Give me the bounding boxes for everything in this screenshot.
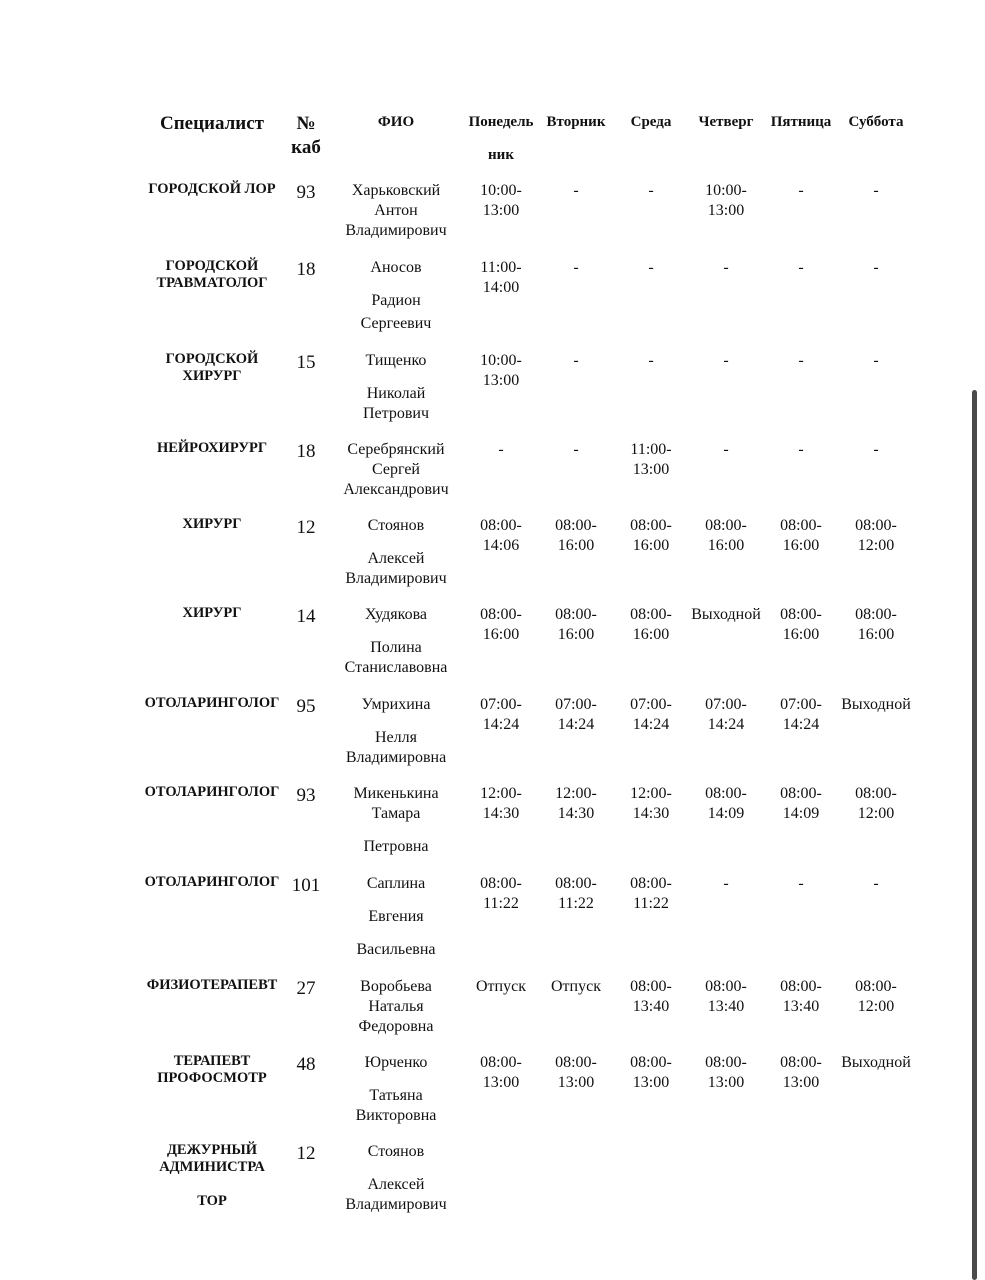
cabinet-number: 95 (296, 696, 316, 717)
header-monday: Понедель (468, 114, 534, 130)
day-cell-mon: 11:00- (480, 259, 522, 276)
day-cell-mon: Отпуск (476, 978, 526, 995)
fio-line: Петрович (362, 405, 429, 422)
fio-line: Владимировна (345, 749, 447, 766)
day-cell-wed: 14:30 (632, 805, 670, 822)
cabinet-number: 12 (296, 517, 316, 538)
day-cell-fri: 08:00- (780, 785, 822, 802)
day-cell-thu: - (723, 352, 729, 369)
fio-line: Владимирович (345, 570, 447, 587)
day-cell-fri: 08:00- (780, 1054, 822, 1071)
fio-line: Наталья (368, 998, 424, 1015)
specialist-cell (140, 695, 284, 712)
day-cell-fri: 08:00- (780, 606, 822, 623)
fio-line: Тищенко (365, 352, 427, 369)
specialist-line: АДМИНИСТРА (159, 1159, 265, 1175)
day-cell-fri: - (798, 875, 804, 892)
day-cell-mon: 10:00- (480, 352, 522, 369)
day-cell-thu: - (723, 441, 729, 458)
specialist-line (140, 1176, 284, 1193)
day-cell-fri: - (798, 182, 804, 199)
cabinet-number: 93 (296, 182, 316, 203)
specialist-cell (140, 605, 284, 622)
day-cell-sat: - (873, 875, 879, 892)
day-cell-mon: 12:00- (480, 785, 522, 802)
specialist-line: НЕЙРОХИРУРГ (156, 440, 268, 456)
fio-line: Александрович (343, 481, 449, 498)
day-cell-wed: 13:00 (632, 1074, 670, 1091)
fio-line: Татьяна (369, 1087, 423, 1104)
fio-line: Сергеевич (360, 315, 432, 332)
specialist-cell (140, 1142, 284, 1210)
day-cell-wed: 08:00- (630, 517, 672, 534)
day-cell-sat: Выходной (841, 696, 911, 713)
day-cell-tue: 08:00- (555, 875, 597, 892)
cabinet-number: 101 (291, 875, 321, 896)
fio-line: Алексей (367, 550, 425, 567)
fio-line: Умрихина (361, 696, 431, 713)
day-cell-wed: - (648, 259, 654, 276)
fio-line: Полина (370, 639, 422, 656)
cabinet-number: 93 (296, 785, 316, 806)
fio-line: Харьковский (351, 182, 441, 199)
day-cell-mon: 13:00 (482, 1074, 520, 1091)
day-cell-mon: 07:00- (480, 696, 522, 713)
header-cabinet-label: каб (291, 137, 321, 158)
day-cell-wed: 11:22 (633, 895, 669, 912)
specialist-line: ФИЗИОТЕРАПЕВТ (146, 977, 278, 993)
day-cell-mon: 14:30 (482, 805, 520, 822)
fio-line: Васильевна (356, 941, 436, 958)
header-saturday: Суббота (848, 114, 904, 130)
day-cell-wed: 16:00 (632, 537, 670, 554)
day-cell-sat: 12:00 (857, 998, 895, 1015)
header-fio: ФИО (377, 114, 415, 130)
header-friday: Пятница (770, 114, 832, 130)
fio-line: Сергей (372, 461, 420, 478)
day-cell-wed: 13:00 (632, 461, 670, 478)
fio-line: Антон (374, 202, 418, 219)
fio-line: Николай (366, 385, 426, 402)
specialist-cell (140, 874, 284, 891)
day-cell-fri: 13:00 (782, 1074, 820, 1091)
day-cell-fri: 08:00- (780, 517, 822, 534)
day-cell-mon: 08:00- (480, 875, 522, 892)
day-cell-wed: 14:24 (632, 716, 670, 733)
day-cell-fri: 14:09 (782, 805, 820, 822)
day-cell-tue: Отпуск (551, 978, 601, 995)
day-cell-wed: 07:00- (630, 696, 672, 713)
fio-line: Микенькина (353, 785, 439, 802)
day-cell-thu: 13:40 (707, 998, 745, 1015)
day-cell-fri: - (798, 352, 804, 369)
day-cell-tue: 14:24 (557, 716, 595, 733)
fio-line: Федоровна (358, 1018, 434, 1035)
day-cell-sat: - (873, 259, 879, 276)
day-cell-sat: - (873, 182, 879, 199)
fio-line: Юрченко (364, 1054, 428, 1071)
day-cell-sat: 12:00 (857, 805, 895, 822)
fio-line: Стоянов (367, 517, 425, 534)
day-cell-thu: 07:00- (705, 696, 747, 713)
day-cell-sat: 08:00- (855, 606, 897, 623)
fio-line: Владимирович (345, 222, 447, 239)
header-monday-cont: ник (488, 147, 514, 163)
day-cell-tue: - (573, 182, 579, 199)
specialist-line: ТЕРАПЕВТ (173, 1053, 251, 1069)
day-cell-wed: 11:00- (630, 441, 672, 458)
cabinet-number: 48 (296, 1054, 316, 1075)
day-cell-thu: 08:00- (705, 517, 747, 534)
specialist-cell (140, 784, 284, 801)
day-cell-tue: 08:00- (555, 1054, 597, 1071)
day-cell-fri: 16:00 (782, 626, 820, 643)
day-cell-thu: 08:00- (705, 978, 747, 995)
day-cell-wed: 08:00- (630, 978, 672, 995)
day-cell-tue: - (573, 352, 579, 369)
specialist-line: ОТОЛАРИНГОЛОГ (144, 695, 280, 711)
fio-line: Серебрянский (347, 441, 445, 458)
day-cell-mon: 10:00- (480, 182, 522, 199)
header-specialist: Специалист (159, 113, 265, 134)
day-cell-mon: 13:00 (482, 202, 520, 219)
specialist-cell (140, 351, 284, 385)
day-cell-tue: - (573, 259, 579, 276)
day-cell-mon: 08:00- (480, 1054, 522, 1071)
specialist-line: ГОРОДСКОЙ (165, 258, 259, 274)
day-cell-sat: Выходной (841, 1054, 911, 1071)
specialist-cell (140, 977, 284, 994)
fio-line: Саплина (366, 875, 426, 892)
fio-line: Нелля (375, 729, 417, 746)
header-cabinet-number: № (296, 113, 316, 134)
day-cell-mon: 14:06 (482, 537, 520, 554)
day-cell-tue: 11:22 (558, 895, 594, 912)
day-cell-sat: 08:00- (855, 785, 897, 802)
specialist-line: ТРАВМАТОЛОГ (156, 275, 268, 291)
fio-line: Воробьева (360, 978, 432, 995)
day-cell-tue: 12:00- (555, 785, 597, 802)
specialist-cell (140, 516, 284, 533)
day-cell-wed: 08:00- (630, 606, 672, 623)
day-cell-thu: Выходной (691, 606, 761, 623)
day-cell-thu: 08:00- (705, 785, 747, 802)
fio-line: Аносов (370, 259, 422, 276)
header-tuesday: Вторник (546, 114, 606, 130)
day-cell-mon: 14:24 (482, 716, 520, 733)
cabinet-number: 18 (296, 259, 316, 280)
day-cell-tue: 13:00 (557, 1074, 595, 1091)
fio-line: Стоянов (367, 1143, 425, 1160)
cabinet-number: 27 (296, 978, 316, 999)
fio-line: Евгения (368, 908, 424, 925)
day-cell-wed: 16:00 (632, 626, 670, 643)
day-cell-mon: 08:00- (480, 606, 522, 623)
day-cell-fri: - (798, 441, 804, 458)
day-cell-fri: 13:40 (782, 998, 820, 1015)
specialist-line: ОТОЛАРИНГОЛОГ (144, 874, 280, 890)
day-cell-tue: 16:00 (557, 626, 595, 643)
specialist-cell (140, 181, 284, 198)
fio-line: Владимирович (345, 1196, 447, 1213)
specialist-line: ОТОЛАРИНГОЛОГ (144, 784, 280, 800)
cabinet-number: 15 (296, 352, 316, 373)
day-cell-tue: 07:00- (555, 696, 597, 713)
day-cell-wed: 08:00- (630, 875, 672, 892)
day-cell-sat: - (873, 441, 879, 458)
day-cell-mon: 16:00 (482, 626, 520, 643)
day-cell-tue: 14:30 (557, 805, 595, 822)
fio-line: Станиславовна (344, 659, 448, 676)
day-cell-thu: 13:00 (707, 1074, 745, 1091)
day-cell-mon: 13:00 (482, 372, 520, 389)
day-cell-sat: 12:00 (857, 537, 895, 554)
day-cell-fri: 14:24 (782, 716, 820, 733)
specialist-line: ТОР (197, 1193, 227, 1209)
day-cell-wed: 12:00- (630, 785, 672, 802)
day-cell-sat: 08:00- (855, 978, 897, 995)
day-cell-thu: 10:00- (705, 182, 747, 199)
cabinet-number: 14 (296, 606, 316, 627)
day-cell-thu: 14:09 (707, 805, 745, 822)
day-cell-tue: 08:00- (555, 517, 597, 534)
fio-line: Викторовна (355, 1107, 437, 1124)
day-cell-sat: - (873, 352, 879, 369)
day-cell-tue: - (573, 441, 579, 458)
specialist-line: ПРОФОСМОТР (157, 1070, 267, 1086)
fio-line: Худякова (364, 606, 428, 623)
day-cell-fri: 08:00- (780, 978, 822, 995)
day-cell-sat: 08:00- (855, 517, 897, 534)
fio-line: Петровна (363, 838, 429, 855)
specialist-line: ХИРУРГ (182, 605, 242, 621)
day-cell-fri: - (798, 259, 804, 276)
day-cell-fri: 07:00- (780, 696, 822, 713)
day-cell-tue: 16:00 (557, 537, 595, 554)
specialist-cell (140, 1053, 284, 1087)
specialist-line: ГОРОДСКОЙ ЛОР (148, 181, 276, 197)
specialist-line: ХИРУРГ (182, 368, 242, 384)
specialist-line: ДЕЖУРНЫЙ (166, 1142, 258, 1158)
day-cell-mon: 08:00- (480, 517, 522, 534)
fio-line: Радион (371, 292, 421, 309)
day-cell-thu: - (723, 875, 729, 892)
day-cell-tue: 08:00- (555, 606, 597, 623)
day-cell-mon: 14:00 (482, 279, 520, 296)
cabinet-number: 12 (296, 1143, 316, 1164)
day-cell-sat: 16:00 (857, 626, 895, 643)
day-cell-fri: 16:00 (782, 537, 820, 554)
fio-line: Тамара (371, 805, 421, 822)
day-cell-thu: 16:00 (707, 537, 745, 554)
cabinet-number: 18 (296, 441, 316, 462)
day-cell-mon: 11:22 (483, 895, 519, 912)
day-cell-wed: 13:40 (632, 998, 670, 1015)
header-thursday: Четверг (698, 114, 754, 130)
day-cell-wed: 08:00- (630, 1054, 672, 1071)
specialist-line: ГОРОДСКОЙ (165, 351, 259, 367)
day-cell-thu: 14:24 (707, 716, 745, 733)
day-cell-thu: 13:00 (707, 202, 745, 219)
day-cell-thu: - (723, 259, 729, 276)
fio-line: Алексей (367, 1176, 425, 1193)
header-wednesday: Среда (630, 114, 672, 130)
scrollbar[interactable] (972, 390, 977, 1280)
specialist-cell (140, 440, 284, 457)
day-cell-wed: - (648, 352, 654, 369)
day-cell-thu: 08:00- (705, 1054, 747, 1071)
day-cell-mon: - (498, 441, 504, 458)
day-cell-wed: - (648, 182, 654, 199)
specialist-cell (140, 258, 284, 292)
specialist-line: ХИРУРГ (182, 516, 242, 532)
